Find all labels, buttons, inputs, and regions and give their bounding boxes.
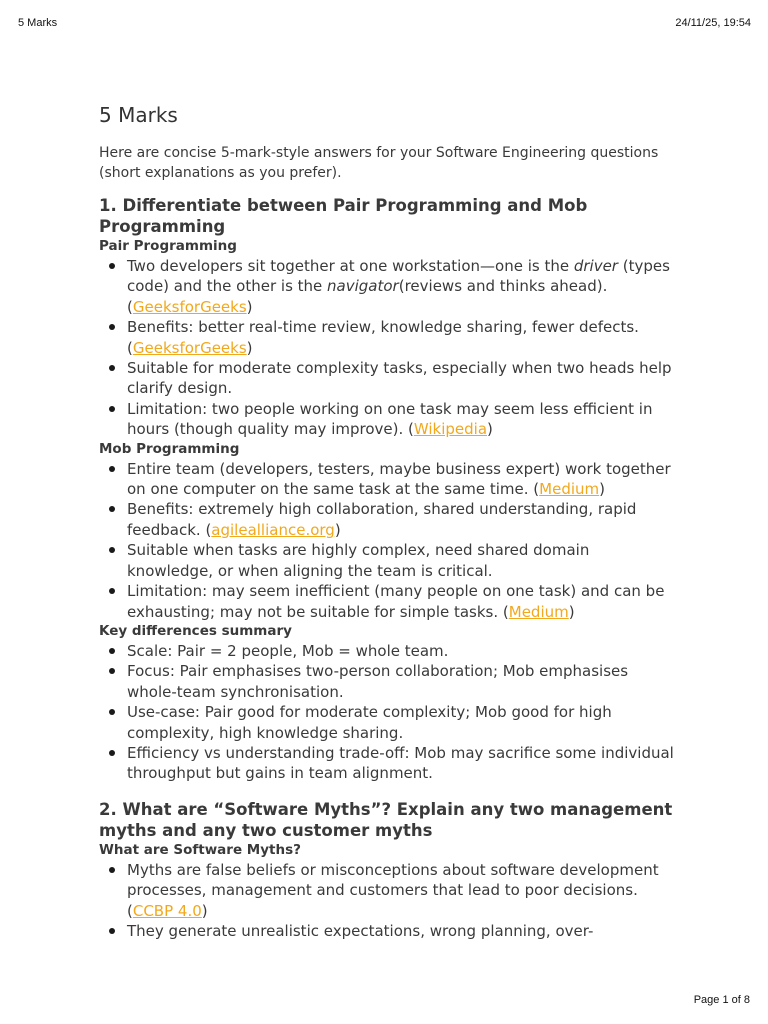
print-header-title: 5 Marks [18,17,58,29]
list-item-text: Benefits: extremely high collaboration, shared understanding, rapid feedback. ( [127,500,637,539]
software-myths-list [99,860,674,942]
list-item-text: ) [568,602,575,621]
source-link[interactable]: Wikipedia [413,420,488,439]
list-item [99,256,674,317]
list-item [99,459,674,500]
list-item [99,399,674,440]
list-item-text: Limitation: two people working on one task may seem less efficient in hours (though quality may improve). ( [127,399,653,439]
list-item-text: Two developers sit together at one workstation—one is the [127,257,574,275]
list-item-text: ) [334,520,341,539]
list-item-text: Myths are false beliefs or misconceptions about software development processes, management and customers that lead to poor decisions. ( [127,860,659,920]
list-item [99,581,674,622]
source-link[interactable]: Medium [539,480,600,499]
source-link[interactable]: GeeksforGeeks [132,297,247,316]
pair-programming-list [99,256,674,440]
list-item: Efficiency vs understanding trade-off: Mob may sacrifice some individual throughput but gains in team alignment. [99,743,674,784]
list-item: Scale: Pair = 2 people, Mob = whole team. [99,641,674,661]
navigator-term: navigator [327,277,399,296]
mob-programming-list [99,459,674,622]
list-item-text: (types code) and the other is the [127,257,670,296]
source-link[interactable]: agilealliance.org [211,520,335,539]
list-item-text: Suitable when tasks are highly complex, need shared domain knowledge, or when aligning the team is critical. [127,541,590,580]
list-item-text: Benefits: better real-time review, knowledge sharing, fewer defects. ( [127,318,639,357]
list-item [99,358,674,399]
intro-paragraph: Here are concise 5-mark-style answers for your Software Engineering questions (short explanations as you prefer). [99,145,659,181]
source-link[interactable]: Medium [508,602,569,621]
question-2-heading: 2. What are “Software Myths”? Explain any two management myths and any two customer myths [99,799,673,840]
pair-programming-heading: Pair Programming [99,238,237,254]
list-item-text: Entire team (developers, testers, maybe business expert) work together on one computer on the same task at the same time. ( [127,459,671,499]
key-differences-heading: Key differences summary [99,622,292,639]
document-content [99,103,674,941]
list-item-text: ) [201,901,208,920]
list-item-text: ) [246,297,253,316]
list-item-text: ) [487,420,493,439]
mob-programming-heading: Mob Programming [99,440,240,457]
driver-term: driver [573,257,618,275]
list-item [99,921,674,941]
list-item-text: ) [599,480,605,499]
list-item [99,317,674,358]
list-item: Use-case: Pair good for moderate complexity; Mob good for high complexity, high knowledge sharing. [99,702,674,743]
list-item [99,499,674,540]
list-item [99,540,674,581]
list-item-text: Limitation: may seem inefficient (many people on one task) and can be exhausting; may not be suitable for simple tasks. ( [127,582,665,621]
list-item-text: Suitable for moderate complexity tasks, especially when two heads help clarify design. [127,359,672,398]
question-1-heading: 1. Differentiate between Pair Programming and Mob Programming [99,196,588,236]
page-title: 5 Marks [99,103,178,127]
key-differences-list [99,641,674,784]
source-link[interactable]: CCBP 4.0 [132,901,202,920]
list-item-text: (reviews and thinks ahead). ( [127,277,608,316]
list-item-text: They generate unrealistic expectations, wrong planning, over- [127,921,594,940]
list-item-text: ) [246,338,253,357]
page-number: Page 1 of 8 [693,994,750,1006]
source-link[interactable]: GeeksforGeeks [132,338,247,357]
list-item: Focus: Pair emphasises two-person collaboration; Mob emphasises whole-team synchronisation. [99,661,674,702]
print-header-datetime: 24/11/25, 19:54 [675,17,751,29]
software-myths-heading: What are Software Myths? [99,841,301,858]
list-item [99,860,674,921]
